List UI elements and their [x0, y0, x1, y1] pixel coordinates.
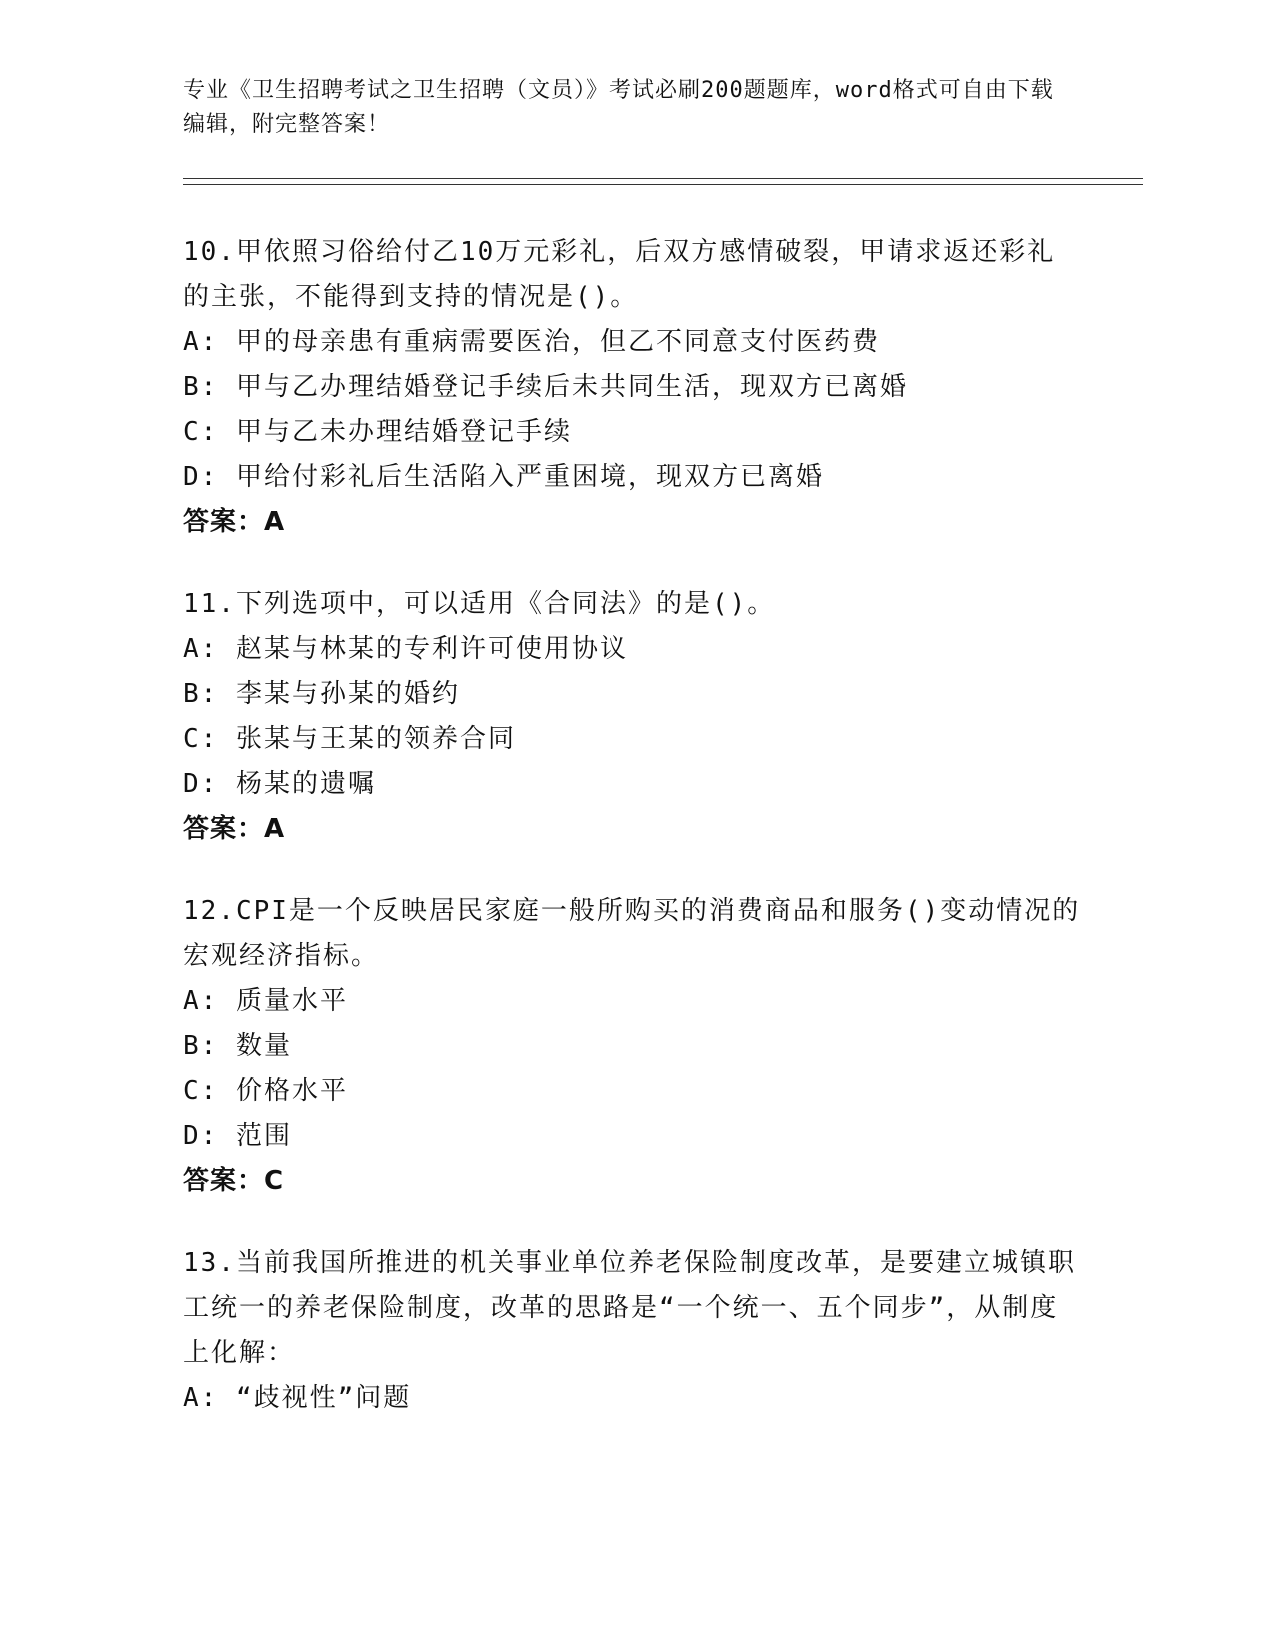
- question-10: [183, 230, 1083, 545]
- answer: 答案：A: [183, 507, 286, 537]
- option-c: C: 价格水平: [183, 1076, 348, 1106]
- answer: 答案：A: [183, 814, 286, 844]
- option-c: C: 张某与王某的领养合同: [183, 724, 516, 754]
- option-a: A: “歧视性”问题: [183, 1383, 412, 1413]
- option-b: B: 李某与孙某的婚约: [183, 679, 460, 709]
- option-c: C: 甲与乙未办理结婚登记手续: [183, 417, 572, 447]
- option-b: B: 数量: [183, 1031, 292, 1061]
- question-text: 11.下列选项中，可以适用《合同法》的是()。: [183, 589, 776, 619]
- question-text: 13.当前我国所推进的机关事业单位养老保险制度改革，是要建立城镇职工统一的养老保险制度，改革的思路是“一个统一、五个同步”，从制度上化解：: [183, 1248, 1076, 1368]
- option-a: A: 甲的母亲患有重病需要医治，但乙不同意支付医药费: [183, 327, 880, 357]
- question-12: [183, 889, 1083, 1204]
- option-a: A: 质量水平: [183, 986, 348, 1016]
- document-header: 专业《卫生招聘考试之卫生招聘（文员）》考试必刷200题题库，word格式可自由下载编辑，附完整答案！: [183, 78, 1054, 137]
- question-text: 12.CPI是一个反映居民家庭一般所购买的消费商品和服务()变动情况的宏观经济指标。: [183, 896, 1081, 971]
- option-d: D: 杨某的遗嘱: [183, 769, 376, 799]
- question-13: [183, 1241, 1083, 1421]
- header-divider: [183, 178, 1143, 185]
- answer: 答案：C: [183, 1166, 285, 1196]
- option-d: D: 范围: [183, 1121, 292, 1151]
- question-11: [183, 582, 1083, 852]
- option-a: A: 赵某与林某的专利许可使用协议: [183, 634, 628, 664]
- question-text: 10.甲依照习俗给付乙10万元彩礼，后双方感情破裂，甲请求返还彩礼的主张，不能得到支持的情况是()。: [183, 237, 1056, 312]
- question-list: [183, 230, 1083, 1458]
- option-b: B: 甲与乙办理结婚登记手续后未共同生活，现双方已离婚: [183, 372, 908, 402]
- option-d: D: 甲给付彩礼后生活陷入严重困境，现双方已离婚: [183, 462, 824, 492]
